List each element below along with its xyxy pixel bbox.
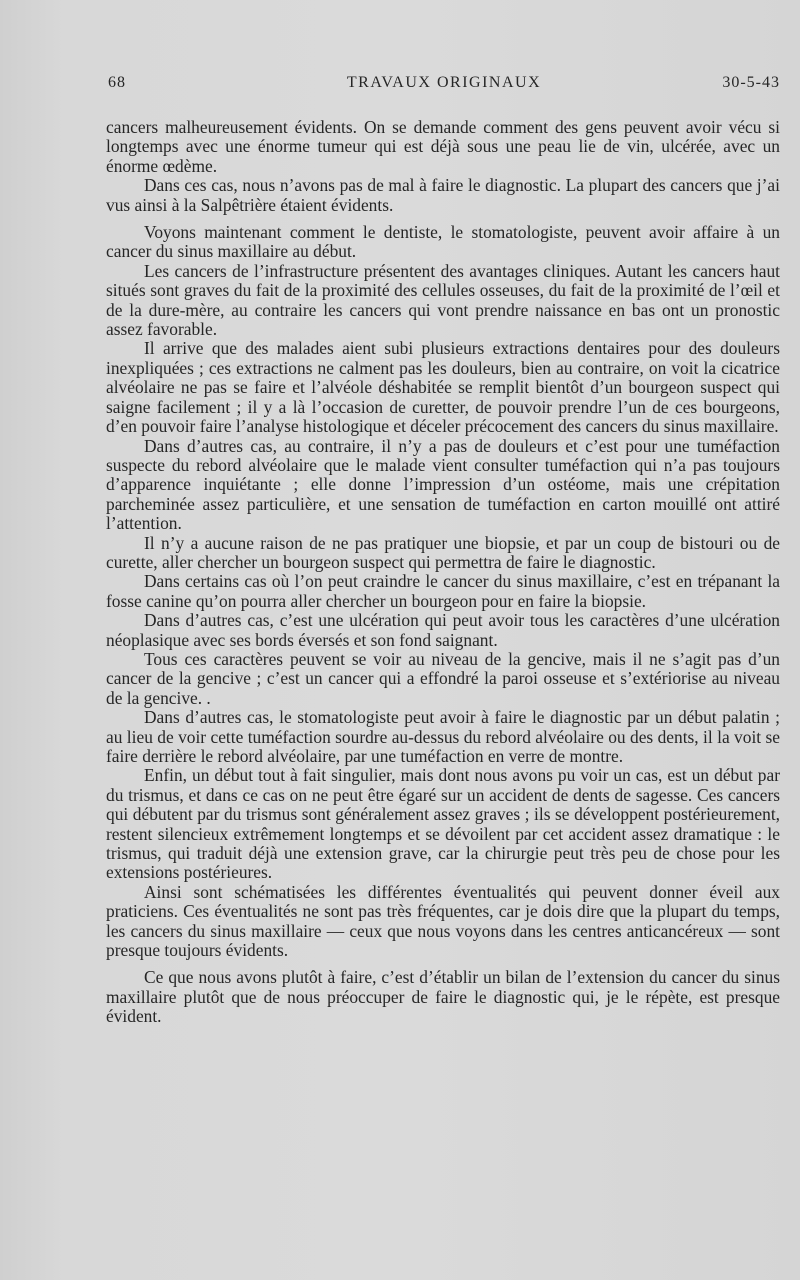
paragraph: Enfin, un début tout à fait singulier, mais dont nous avons pu voir un cas, est un début par du trismus, et dans ce cas on ne peut être égaré sur un accident de dents de sagesse. Ces cancers qui débutent par du trismus sont généralement assez graves ; ils se développent postérieurement, restent silencieux extrêmement longtemps et se dévoilent par cet accident assez dramatique : le trismus, qui traduit déjà une extension grave, car la chirurgie peut très peu de chose pour les extensions postérieures. bbox=[106, 765, 780, 883]
paragraph: Dans d’autres cas, le stomatologiste peut avoir à faire le diagnostic par un début palatin ; au lieu de voir cette tuméfaction sourdre au-dessus du rebord alvéolaire ou des dents, il la voit se faire derrière le rebord alvéolaire, par une tuméfaction en verre de montre. bbox=[106, 707, 780, 766]
paragraph: Tous ces caractères peuvent se voir au niveau de la gencive, mais il ne s’agit pas d’un cancer de la gencive ; c’est un cancer qui a effondré la paroi osseuse et s’extériorise au niveau de la gencive. . bbox=[106, 648, 780, 708]
paragraph: Il n’y a aucune raison de ne pas pratiquer une biopsie, et par un coup de bistouri ou de curette, aller chercher un bourgeon suspect qui permettra de faire le diagnostic. bbox=[106, 532, 780, 572]
paragraph: Voyons maintenant comment le dentiste, le stomatologiste, peuvent avoir affaire à un cancer du sinus maxillaire au début. bbox=[106, 222, 780, 262]
paragraph: Dans d’autres cas, c’est une ulcération qui peut avoir tous les caractères d’une ulcération néoplasique avec ses bords éversés et son fond saignant. bbox=[106, 610, 780, 650]
paragraph: Ce que nous avons plutôt à faire, c’est d’établir un bilan de l’extension du cancer du sinus maxillaire plutôt que de nous préoccuper de faire le diagnostic qui, je le répète, est presque évident. bbox=[106, 967, 780, 1027]
issue-date: 30-5-43 bbox=[722, 74, 780, 91]
running-title: TRAVAUX ORIGINAUX bbox=[346, 74, 542, 91]
paragraph: Les cancers de l’infrastructure présentent des avantages cliniques. Autant les cancers haut situés sont graves du fait de la proximité des cellules osseuses, du fait de la proximité de l’œil et de la dure-mère, au contraire les cancers qui vont prendre naissance en bas ont un pronostic assez favorable. bbox=[106, 260, 780, 340]
article-body bbox=[106, 118, 780, 1027]
running-header bbox=[108, 74, 780, 96]
paragraph: Dans ces cas, nous n’avons pas de mal à faire le diagnostic. La plupart des cancers que j’ai vus ainsi à la Salpêtrière étaient évidents. bbox=[106, 175, 780, 215]
page-number: 68 bbox=[108, 74, 126, 91]
paragraph: cancers malheureusement évidents. On se demande comment des gens peuvent avoir vécu si longtemps avec une énorme tumeur qui est déjà sous une peau lie de vin, ulcérée, avec un énorme œdème. bbox=[106, 117, 780, 176]
paragraph: Dans d’autres cas, au contraire, il n’y a pas de douleurs et c’est pour une tuméfaction suspecte du rebord alvéolaire que le malade vient consulter tuméfaction qui n’a pas toujours d’apparence inquiétante ; elle donne l’impression d’un ostéome, mais une crépitation parcheminée assez particulière, et une sensation de tuméfaction en carton mouillé ont attiré l’attention. bbox=[106, 435, 780, 534]
paragraph: Dans certains cas où l’on peut craindre le cancer du sinus maxillaire, c’est en trépanant la fosse canine qu’on pourra aller chercher un bourgeon pour en faire la biopsie. bbox=[106, 571, 780, 611]
paragraph: Il arrive que des malades aient subi plusieurs extractions dentaires pour des douleurs inexpliquées ; ces extractions ne calment pas les douleurs, bien au contraire, on voit la cicatrice alvéolaire ne pas se faire et l’alvéole déshabitée se remplit bientôt d’un bourgeon suspect qui saigne facilement ; il y a là l’occasion de curetter, de pouvoir prendre l’un de ces bourgeons, d’en pouvoir faire l’analyse histologique et déceler précocement des cancers du sinus maxillaire. bbox=[106, 338, 780, 437]
paragraph: Ainsi sont schématisées les différentes éventualités qui peuvent donner éveil aux praticiens. Ces éventualités ne sont pas très fréquentes, car je dois dire que la plupart du temps, les cancers du sinus maxillaire — ceux que nous voyons dans les centres anticancéreux — sont presque toujours évidents. bbox=[106, 881, 780, 961]
